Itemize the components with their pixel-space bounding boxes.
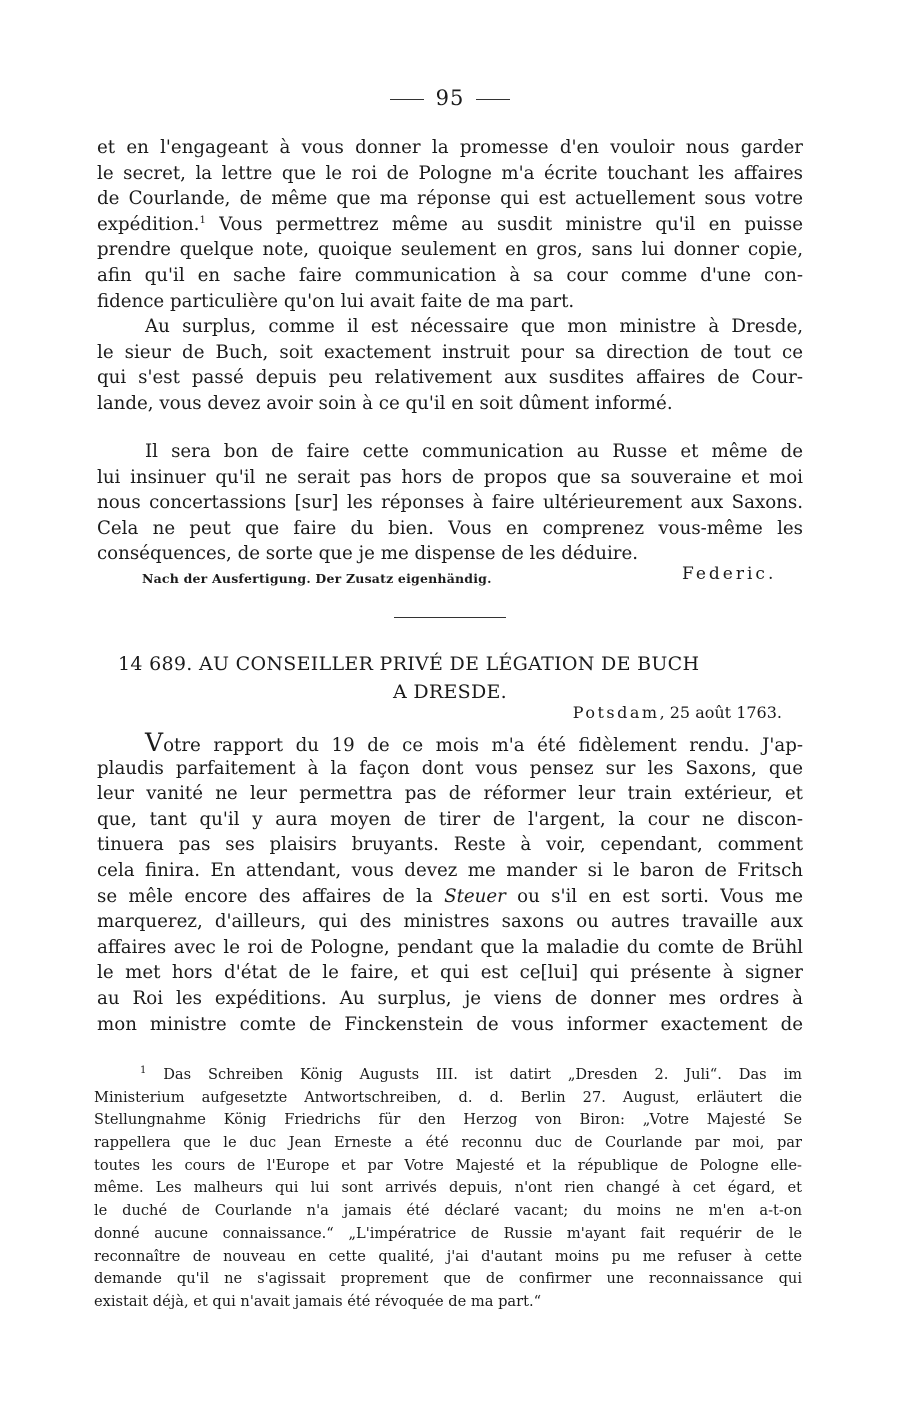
header-dash-left (390, 99, 424, 100)
footnote-line: même. Les malheurs qui lui sont arrivés depuis, n'ont rien changé à cet égard, et (94, 1179, 802, 1197)
text-line: Au surplus, comme il est nécessaire que mon ministre à Dresde, (145, 316, 803, 338)
text-line: au Roi les expéditions. Au surplus, je viens de donner mes ordres à (97, 987, 803, 1009)
footnote-line: donné aucune connaissance.“ „L'impératrice de Russie m'ayant fait requérir de le (94, 1224, 802, 1242)
drop-cap: V (145, 728, 164, 757)
text-line: plaudis parfaitement à la façon dont vous pensez sur les Saxons, que (97, 757, 803, 779)
text-line: se mêle encore des affaires de la Steuer ou s'il en est sorti. Vous me (97, 885, 804, 907)
text-line: cela finira. En attendant, vous devez me mander si le baron de Fritsch (97, 859, 803, 881)
continuation-paragraph (97, 135, 803, 417)
source-note: Nach der Ausfertigung. Der Zusatz eigenhändig. (142, 571, 492, 586)
footnote-line: demande qu'il ne s'agissait proprement que de confirmer une reconnaissance qui (94, 1270, 802, 1288)
text-line: de Courlande, de même que ma réponse qui est actuellement sous votre (97, 188, 803, 210)
section-divider (394, 617, 506, 618)
page-number: 95 (435, 86, 465, 110)
letter-heading-second-line: A DRESDE. (392, 681, 508, 703)
letter-dateline (573, 703, 782, 722)
footnote-line: existait déjà, et qui n'avait jamais été révoquée de ma part.“ (94, 1292, 542, 1310)
text-line: Cela ne peut que faire du bien. Vous en comprenez vous-même les (97, 517, 803, 539)
text-line: mon ministre comte de Finckenstein de vous informer exactement de (97, 1013, 803, 1035)
letter-number: 14 689. (118, 653, 193, 675)
text-line: le met hors d'état de le faire, et qui est ce[lui] qui présente à signer (97, 962, 803, 984)
signature: Federic. (682, 564, 777, 584)
text-line: le secret, la lettre que le roi de Pologne m'a écrite touchant les affaires (97, 162, 803, 184)
text-line: conséquences, de sorte que je me dispense de les déduire. (97, 543, 639, 565)
text-line: qui s'est passé depuis peu relativement aux susdites affaires de Cour- (97, 367, 803, 389)
footnote-line: Ministerium aufgesetzte Antwortschreiben, d. d. Berlin 27. August, erläutert die (94, 1088, 802, 1106)
text-line: affaires avec le roi de Pologne, pendant que la maladie du comte de Brühl (97, 936, 803, 958)
text-line: leur vanité ne leur permettra pas de réformer leur train extérieur, et (97, 783, 803, 805)
text-line: prendre quelque note, quoique seulement en gros, sans lui donner copie, (97, 239, 803, 261)
text-line: Votre rapport du 19 de ce mois m'a été fidèlement rendu. J'ap- (145, 728, 803, 757)
footnote-line: Stellungnahme König Friedrichs für den Herzog von Biron: „Votre Majesté Se (94, 1111, 802, 1129)
footnote-line: $^1$ Das Schreiben König Augusts III. ist datirt „Dresden 2. Juli“. Das im (140, 1065, 802, 1083)
footnote-marker: 1 (140, 1065, 147, 1077)
text-line: que, tant qu'il y aura moyen de tirer de l'argent, la cour ne discon- (97, 808, 803, 830)
letter-body (97, 730, 803, 1037)
header-dash-right (476, 99, 510, 100)
date-rest: , 25 août 1763. (659, 703, 782, 722)
text-line: et en l'engageant à vous donner la promesse d'en vouloir nous garder (97, 137, 803, 158)
footnote-line: rappellera que le duc Jean Erneste a été reconnu duc de Courlande par moi, par (94, 1134, 802, 1152)
text-line: marquerez, d'ailleurs, qui des ministres saxons ou autres travaille aux (97, 911, 803, 933)
text-line: Il sera bon de faire cette communication au Russe et même de (145, 441, 803, 462)
footnote-marker: 1 (199, 214, 206, 226)
postscript-paragraph (97, 439, 803, 567)
text-line: le sieur de Buch, soit exactement instruit pour sa direction de tout ce (97, 341, 803, 363)
footnote-line: reconnaître de nouveau en cette qualité, j'ai d'autant moins pu me refuser à cette (94, 1247, 802, 1265)
footnote-line: toutes les cours de l'Europe et par Votre Majesté et la république de Pologne elle- (94, 1156, 802, 1174)
letter-heading (118, 653, 798, 675)
text-line: lande, vous devez avoir soin à ce qu'il en soit dûment informé. (97, 392, 673, 414)
footnote-line: le duché de Courlande n'a jamais été déclaré vacant; du moins ne m'en a-t-on (94, 1202, 802, 1220)
text-line: expédition.$^1$ Vous permettrez même au susdit ministre qu'il en puisse (97, 213, 803, 235)
page-number-header (0, 86, 900, 110)
text-line: lui insinuer qu'il ne serait pas hors de propos que sa souveraine et moi (97, 466, 803, 488)
text-line: nous concertassions [sur] les réponses à faire ultérieurement aux Saxons. (97, 492, 803, 514)
letter-title: AU CONSEILLER PRIVÉ DE LÉGATION DE BUCH (198, 653, 700, 675)
text-line: fidence particulière qu'on lui avait faite de ma part. (97, 290, 575, 312)
text-line: tinuera pas ses plaisirs bruyants. Reste à voir, cependant, comment (97, 834, 803, 856)
italic-term: Steuer (444, 885, 506, 907)
footnote (94, 1064, 802, 1314)
date-place: Potsdam (572, 703, 660, 722)
text-line: afin qu'il en sache faire communication à sa cour comme d'une con- (97, 264, 803, 286)
